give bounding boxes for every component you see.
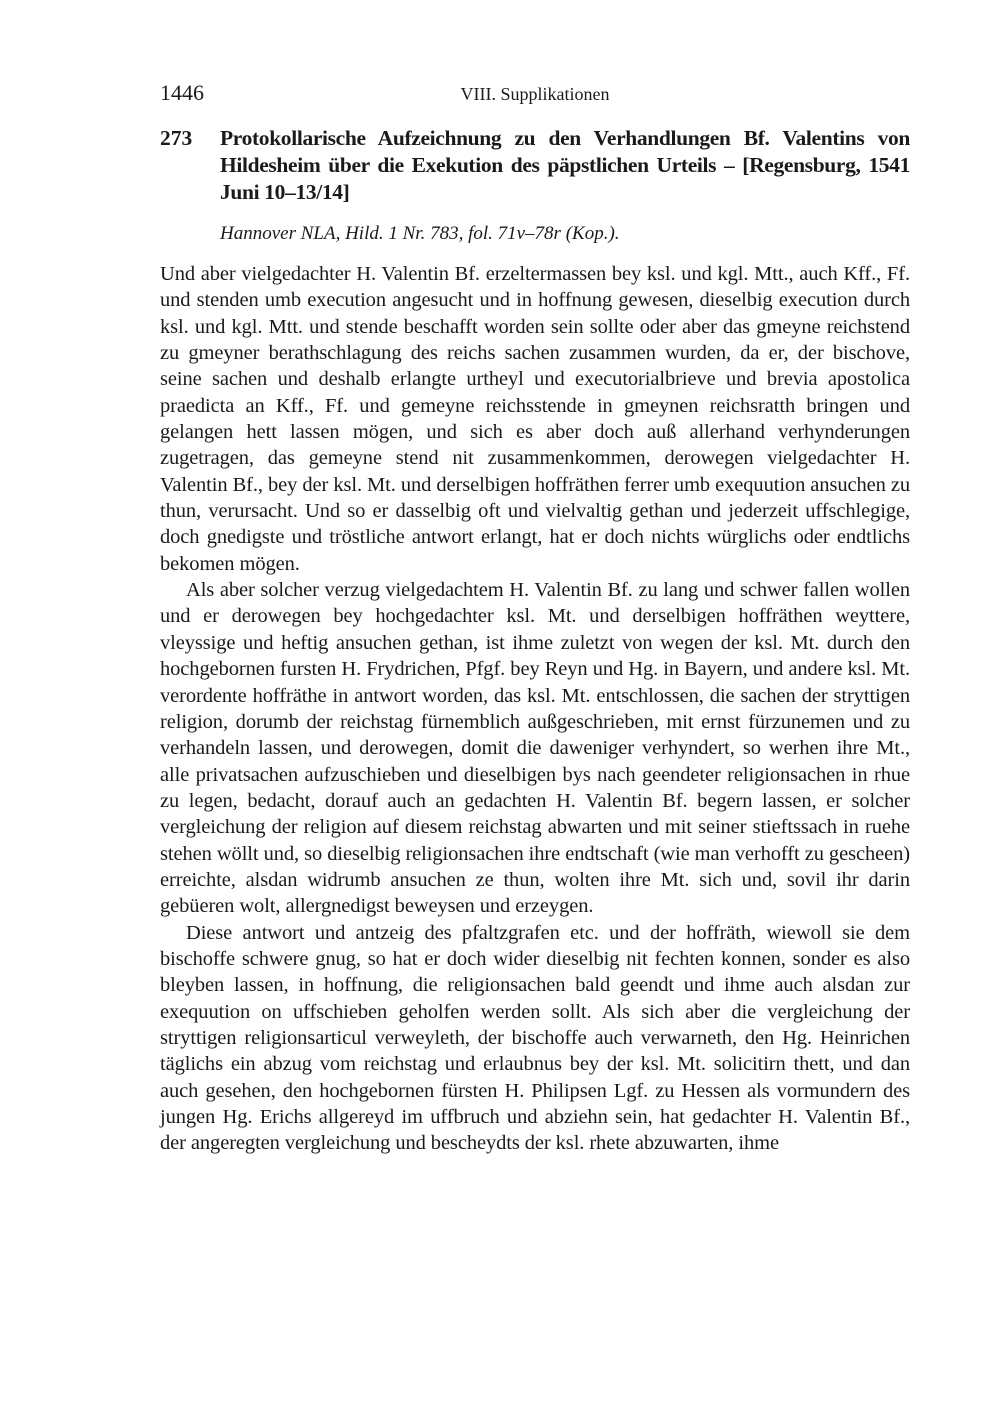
running-head: [160, 78, 910, 112]
running-title: VIII. Supplikationen: [460, 84, 610, 104]
body-text: [160, 261, 910, 1157]
document-page: [160, 78, 910, 1157]
source-citation: Hannover NLA, Hild. 1 Nr. 783, fol. 71v–78r (Kop.).: [220, 223, 620, 244]
paragraph: Diese antwort und antzeig des pfaltzgrafen etc. und der hoffräth, wiewoll sie dem bischoffe schwere gnug, so hat er doch wider dieselbig nit fechten konnen, sonder es also bleyben lassen, in hoffnung, die religionsachen bald geendt und ihme auch alsdan zur exequution on uffschieben geholfen werden sollt. Als sich aber die vergleichung der stryttigen religionsarticul verweyleth, der bischoffe auch verwarneth, den Hg. Heinrichen täglichs ein abzug vom reichstag und erlaubnus bey der ksl. Mt. solicitirn thett, und dan auch gesehen, den hochgebornen fürsten H. Philipsen Lgf. zu Hessen als vormundern des jungen Hg. Erichs allgereyd im uffbruch und abziehn sein, hat gedachter H. Valentin Bf., der angeregten vergleichung und bescheydts der ksl. rhete abzuwarten, ihme: [160, 921, 910, 1155]
paragraph: Als aber solcher verzug vielgedachtem H. Valentin Bf. zu lang und schwer fallen wollen und er derowegen bey hochgedachter ksl. Mt. und derselbigen hoffräthen weyttere, vleyssige und heftig ansuchen gethan, ist ihme zuletzt von wegen der ksl. Mt. durch den hochgebornen fursten H. Frydrichen, Pfgf. bey Reyn und Hg. in Bayern, und andere ksl. Mt. verordente hoffräthe in antwort worden, das ksl. Mt. entschlossen, die sachen der stryttigen religion, dorumb der reichstag fürnemblich außgeschrieben, mit ernst fürzunemen und zu verhandeln lassen, und derowegen, domit die daweniger verhyndert, so werhen ihre Mt., alle privatsachen aufzuschieben und dieselbigen bys nach geendeter religionsachen in rhue zu legen, bedacht, dorauf auch an gedachten H. Valentin Bf. begern lassen, er solcher vergleichung der religion auf diesem reichstag abwarten und mit seiner stieftssach in ruehe stehen wöllt und, so dieselbig religionsachen ihre endtschaft (wie man verhofft zu gescheen) erreichte, alsdan widrumb ansuchen ze thun, wolten ihre Mt. sich und, sovil ihr darin gebüeren wolt, allergnedigst beweysen und erzeygen.: [160, 579, 910, 918]
page-number: 1446: [160, 80, 204, 105]
entry-number: 273: [160, 126, 193, 150]
paragraph: Und aber vielgedachter H. Valentin Bf. erzeltermassen bey ksl. und kgl. Mtt., auch Kff., Ff. und stenden umb execution angesucht und in hoffnung gewesen, dieselbig execution durch ksl. und kgl. Mtt. und stende beschafft worden sein sollte oder aber das gmeyne reichstend zu gmeyner berathschlagung des reichs sachen zusammen wurden, da er, der bischove, seine sachen und deshalb erlangte urtheyl und executorialbrieve und brevia apostolica praedicta an Kff., Ff. und gemeyne reichsstende in gmeynen reichsratth bringen und gelangen hett lassen mögen, und sich es aber doch auß allerhand verhynderungen zugetragen, das gemeyne stend nit zusammenkommen, derowegen vielgedachter H. Valentin Bf., bey der ksl. Mt. und derselbigen hoffräthen ferrer umb exequution ansuchen zu thun, verursacht. Und so er dasselbig oft und vielvaltig gethan und jederzeit uffschlegige, doch gnedigste und tröstliche antwort erlangt, hat er doch nichts würglichs oder endtlichs bekomen mögen.: [160, 263, 910, 575]
entry-heading: [160, 125, 910, 206]
entry-title: Protokollarische Aufzeichnung zu den Verhandlungen Bf. Valentins von Hildesheim über die Exekution des päpstlichen Urteils – [Regensburg, 1541 Juni 10–13/14]: [220, 126, 910, 204]
